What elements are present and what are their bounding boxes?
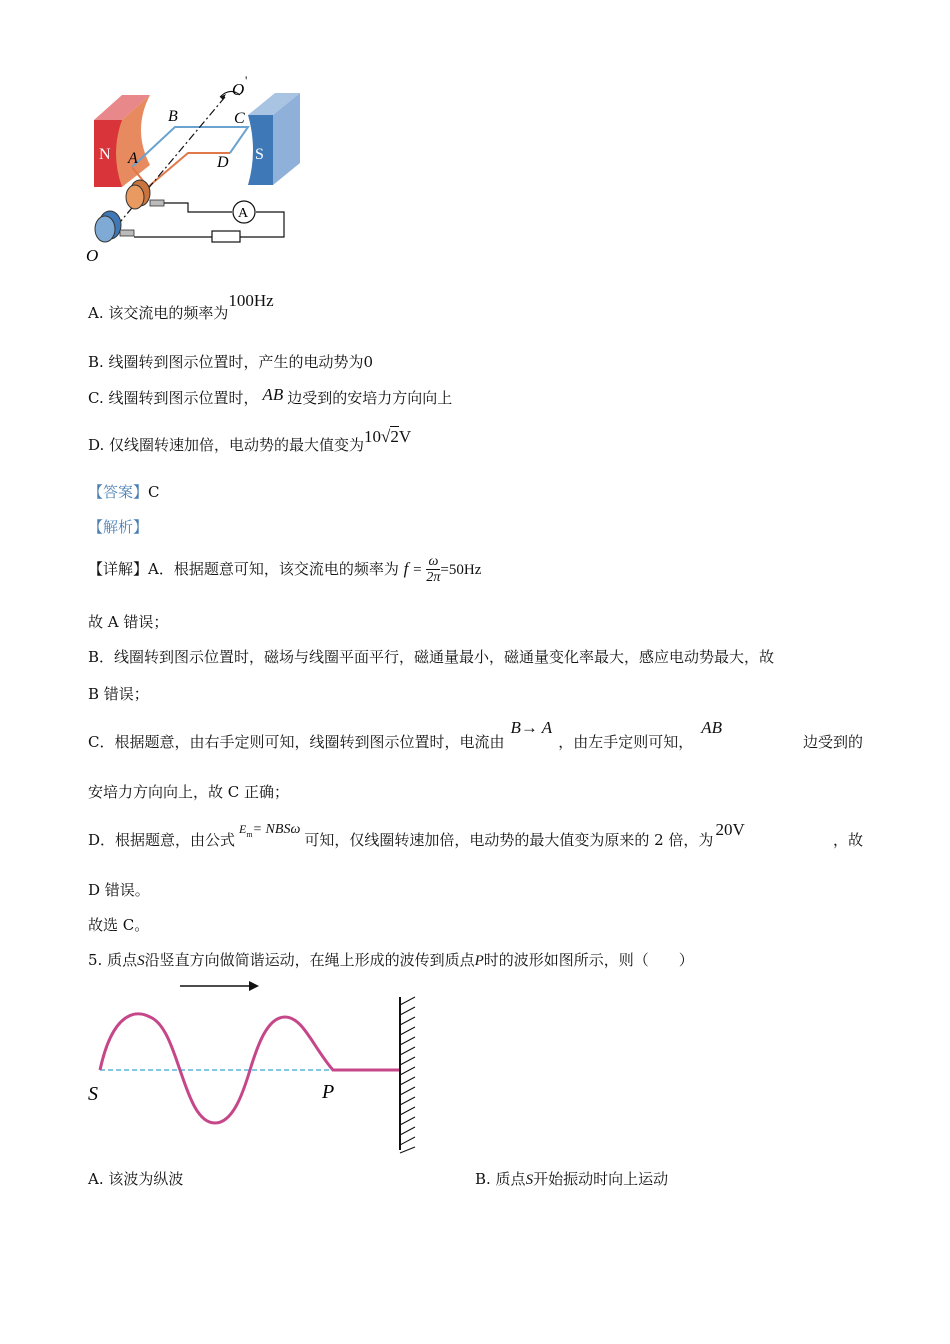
coil: [132, 127, 248, 187]
label-c: C: [234, 110, 245, 127]
option-5b: B. 质点S开始振动时向上运动: [475, 1170, 669, 1188]
option-4d: D. 仅线圈转速加倍，电动势的最大值变为10√2V: [88, 427, 412, 454]
explanation-final: 故选 C。: [88, 916, 150, 934]
wave-curve: [100, 1014, 400, 1123]
option-4a-value: 100Hz: [228, 291, 274, 310]
label-s: S: [88, 1083, 98, 1105]
explanation-c-line1: C．根据题意，由右手定则可知，线圈转到图示位置时，电流由B→ A，由左手定则可知，AB 边受到的: [88, 718, 863, 751]
explanation-d-line2: D 错误。: [88, 881, 150, 899]
external-circuit: [134, 201, 284, 242]
n-pole-magnet: [94, 95, 150, 187]
explanation-c-line2: 安培力方向向上，故 C 正确；: [88, 783, 290, 801]
option-4a: A. 该交流电的频率为100Hz: [88, 291, 274, 322]
explanation-d-line1: D．根据题意，由公式$E_m= NBS\omega$可知，仅线圈转速加倍，电动势的最大值变为原来的 2 倍，为20V ，故: [88, 820, 863, 849]
question5-stem: 5. 质点S沿竖直方向做简谐运动，在绳上形成的波传到质点P时的波形如图所示，则（ ）: [88, 951, 694, 969]
generator-figure: [80, 75, 310, 270]
label-n: N: [99, 146, 111, 163]
answer-tag: 【答案】: [88, 483, 149, 501]
ammeter-label: A: [238, 206, 249, 221]
label-a: A: [128, 150, 138, 167]
answer-line: [88, 481, 160, 502]
label-s-pole: S: [255, 146, 264, 163]
label-d: D: [217, 154, 229, 171]
explanation-a-conclusion: 故 A 错误；: [88, 613, 169, 631]
option-4b: B. 线圈转到图示位置时，产生的电动势为0: [88, 353, 374, 371]
option-5a: A. 该波为纵波: [88, 1170, 184, 1188]
wall: [400, 997, 415, 1153]
option-4d-value: 10√2V: [364, 427, 412, 446]
explanation-a: 【详解】A．根据题意可知，该交流电的频率为 f = $\frac{\omega}{2\pi}$ =50Hz: [88, 554, 482, 586]
s-pole-magnet: [248, 93, 300, 185]
label-b: B: [168, 108, 178, 125]
analysis-tag: 【解析】: [88, 518, 149, 536]
wave-direction-arrow-icon: [180, 981, 259, 991]
wave-figure: [85, 975, 425, 1160]
explanation-b-line2: B 错误；: [88, 685, 149, 703]
label-o-top: O: [232, 80, 245, 99]
label-o-prime: ': [245, 75, 248, 88]
answer-value: C: [148, 483, 160, 501]
explanation-b-line1: B．线圈转到图示位置时，磁场与线圈平面平行，磁通量最小，磁通量变化率最大，感应电动势最大，故: [88, 648, 775, 666]
label-o-bottom: O: [86, 246, 99, 265]
option-4c: C. 线圈转到图示位置时， AB 边受到的安培力方向向上: [88, 385, 453, 407]
label-p: P: [322, 1081, 335, 1103]
